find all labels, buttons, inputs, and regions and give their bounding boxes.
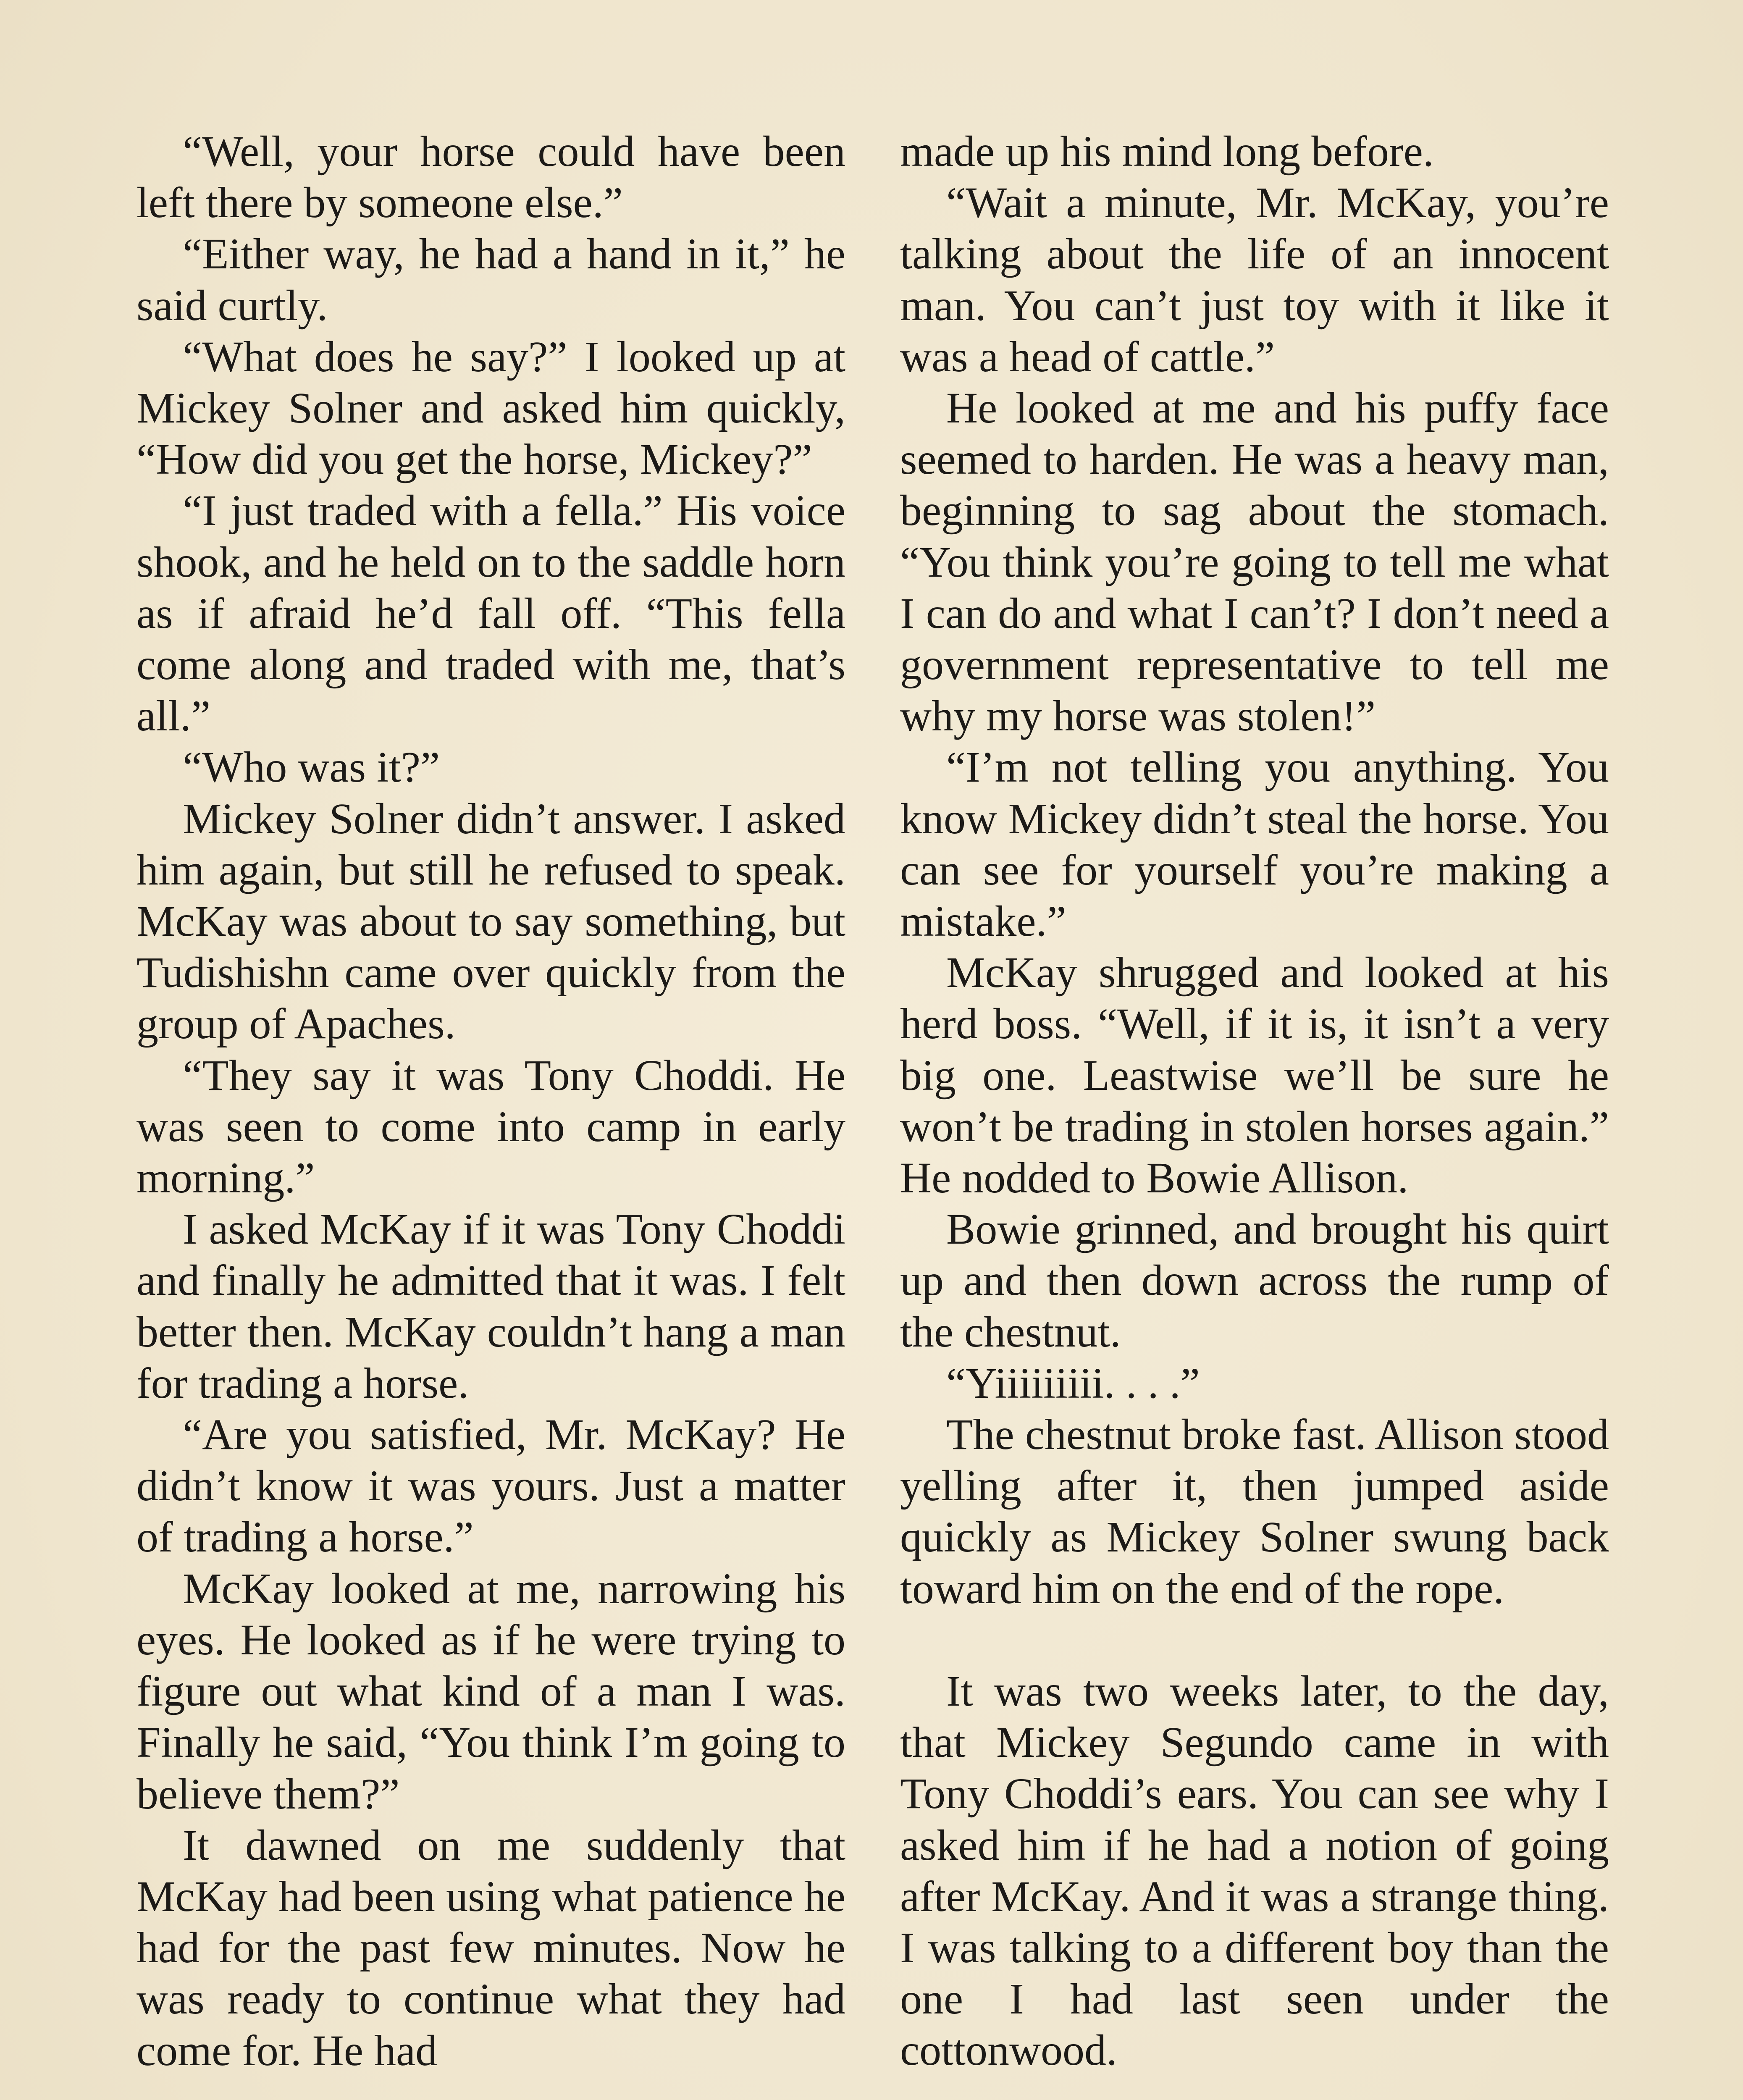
paragraph: “I just traded with a fella.” His voice shook, and he held on to the saddle horn as if afraid he’d fall off. “This fella come along and traded with me, that’s all.” bbox=[136, 486, 845, 740]
paragraph: Mickey Solner didn’t answer. I asked him again, but still he refused to speak. McKay was about to say something, but Tudishishn came over quickly from the group of Apaches. bbox=[136, 794, 845, 1048]
paragraph: “Are you satisfied, Mr. McKay? He didn’t know it was yours. Just a matter of trading a horse.” bbox=[136, 1410, 845, 1562]
paragraph: “What does he say?” I looked up at Mickey Solner and asked him quickly, “How did you get the horse, Mickey?” bbox=[136, 332, 845, 484]
left-text-column bbox=[136, 126, 845, 2100]
paragraph: It was two weeks later, to the day, that Mickey Segundo came in with Tony Choddi’s ears. You can see why I asked him if he had a notion of going after McKay. And it was a strange thing. I was talking to a different boy than the one I had last seen under the cottonwood. bbox=[900, 1667, 1609, 2075]
paragraph: “Either way, he had a hand in it,” he said curtly. bbox=[136, 230, 845, 330]
paragraph: “They say it was Tony Choddi. He was seen to come into camp in early morning.” bbox=[136, 1051, 845, 1202]
section-break bbox=[900, 1614, 1609, 1666]
paragraph: made up his mind long before. bbox=[900, 127, 1434, 176]
paragraph: “Wait a minute, Mr. McKay, you’re talking about the life of an innocent man. You can’t just toy with it like it was a head of cattle.” bbox=[900, 178, 1609, 381]
paragraph: He looked at me and his puffy face seemed to harden. He was a heavy man, beginning to sag about the stomach. “You think you’re going to tell me what I can do and what I can’t? I don’t need a government representative to tell me why my horse was stolen!” bbox=[900, 384, 1609, 740]
paragraph: “I’m not telling you anything. You know Mickey didn’t steal the horse. You can see for yourself you’re making a mistake.” bbox=[900, 743, 1609, 946]
paragraph: “Who was it?” bbox=[183, 743, 440, 792]
paragraph: McKay shrugged and looked at his herd boss. “Well, if it is, it isn’t a very big one. Leastwise we’ll be sure he won’t be trading in stolen horses again.” He nodded to Bowie Allison. bbox=[900, 948, 1609, 1202]
paragraph: “Well, your horse could have been left there by someone else.” bbox=[136, 127, 845, 227]
paragraph: Bowie grinned, and brought his quirt up and then down across the rump of the chestnut. bbox=[900, 1205, 1609, 1356]
paragraph: McKay looked at me, narrowing his eyes. He looked as if he were trying to figure out what kind of a man I was. Finally he said, “You think I’m going to believe them?” bbox=[136, 1564, 845, 1818]
paragraph: The chestnut broke fast. Allison stood yelling after it, then jumped aside quickly as Mickey Solner swung back toward him on the end of the rope. bbox=[900, 1410, 1609, 1613]
paragraph: It dawned on me suddenly that McKay had been using what patience he had for the past few minutes. Now he was ready to continue what they had come for. He had bbox=[136, 1821, 845, 2075]
paragraph: I asked McKay if it was Tony Choddi and finally he admitted that it was. I felt better then. McKay couldn’t hang a man for trading a horse. bbox=[136, 1205, 845, 1407]
paragraph: “Yiiiiiiiii. . . .” bbox=[946, 1359, 1200, 1407]
right-text-column bbox=[900, 126, 1609, 2100]
